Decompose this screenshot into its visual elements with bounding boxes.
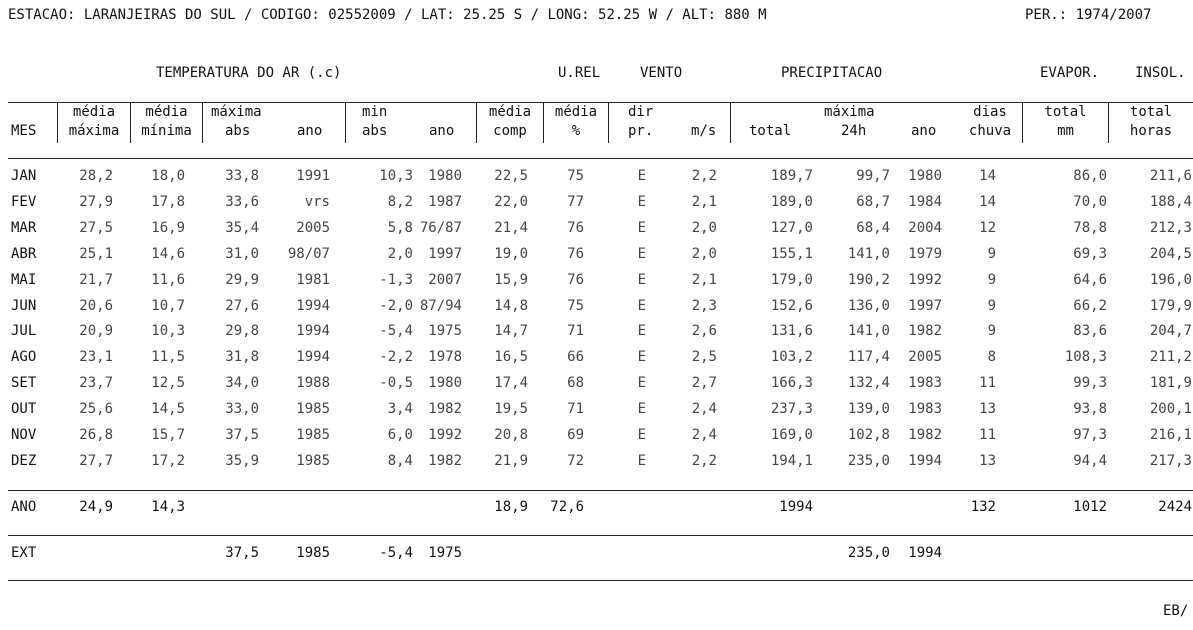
table-row-cell-insol-total: 216,1 bbox=[1149, 427, 1192, 443]
table-row-cell-total: 237,3 bbox=[770, 401, 813, 417]
table-row-cell-dir: E bbox=[637, 401, 646, 417]
station-header: ESTACAO: LARANJEIRAS DO SUL / CODIGO: 02552009 / LAT: 25.25 S / LONG: 52.25 W / ALT: 880 M bbox=[8, 7, 767, 23]
table-row-cell-max-ano: 1994 bbox=[296, 323, 330, 339]
table-row-cell-min-abs: 5,8 bbox=[387, 220, 413, 236]
table-row-cell-ms: 2,7 bbox=[691, 375, 717, 391]
table-row-cell-media-maxima: 20,9 bbox=[79, 323, 113, 339]
table-row-cell-dias-chuva: 13 bbox=[979, 453, 996, 469]
table-row-cell-media-minima: 17,2 bbox=[151, 453, 185, 469]
subheader-evap-total-2: mm bbox=[1057, 123, 1074, 139]
subheader-media-maxima-1: média bbox=[72, 104, 116, 120]
table-row-cell-ms: 2,4 bbox=[691, 401, 717, 417]
table-row-cell-maxima-24h: 141,0 bbox=[847, 323, 890, 339]
table-row-cell-total: 194,1 bbox=[770, 453, 813, 469]
table-row-cell-mes: JAN bbox=[11, 168, 37, 184]
subheader-p-ano: ano bbox=[911, 123, 937, 139]
table-row-cell-media-comp: 17,4 bbox=[494, 375, 528, 391]
table-row-cell-media-maxima: 27,7 bbox=[79, 453, 113, 469]
table-row-cell-maxima-24h: 235,0 bbox=[847, 453, 890, 469]
subheader-ms: m/s bbox=[691, 123, 717, 139]
table-row-cell-max-ano: 98/07 bbox=[287, 246, 330, 262]
table-row-cell-media-comp: 14,8 bbox=[494, 298, 528, 314]
footer-mark: EB/ bbox=[1163, 603, 1189, 619]
table-row-cell-media-minima: 15,7 bbox=[151, 427, 185, 443]
table-row-cell-media-comp: 15,9 bbox=[494, 272, 528, 288]
subheader-media-comp-1: média bbox=[488, 104, 532, 120]
table-row-cell-maxima-abs: 33,6 bbox=[225, 194, 259, 210]
table-row-cell-total: 103,2 bbox=[770, 349, 813, 365]
table-row-cell-max-ano: 1991 bbox=[296, 168, 330, 184]
table-row-cell-ms: 2,5 bbox=[691, 349, 717, 365]
table-row-cell-max-ano: 1994 bbox=[296, 298, 330, 314]
ext-row-cell-maxima-abs: 37,5 bbox=[225, 545, 259, 561]
table-row-cell-mes: FEV bbox=[11, 194, 37, 210]
table-row-cell-dir: E bbox=[637, 272, 646, 288]
table-row-cell-min-ano: 1987 bbox=[428, 194, 462, 210]
col-sep bbox=[608, 103, 609, 143]
table-row-cell-dias-chuva: 14 bbox=[979, 194, 996, 210]
subheader-media-comp-2: comp bbox=[493, 123, 527, 139]
col-sep bbox=[730, 103, 731, 143]
table-row-cell-evap-total: 97,3 bbox=[1073, 427, 1107, 443]
table-row-cell-p-ano: 1980 bbox=[908, 168, 942, 184]
table-row-cell-p-ano: 1992 bbox=[908, 272, 942, 288]
table-row-cell-p-ano: 2005 bbox=[908, 349, 942, 365]
table-row-cell-media-comp: 21,9 bbox=[494, 453, 528, 469]
table-row-cell-maxima-24h: 68,4 bbox=[856, 220, 890, 236]
table-row-cell-maxima-24h: 139,0 bbox=[847, 401, 890, 417]
col-sep bbox=[345, 103, 346, 143]
table-row-cell-insol-total: 181,9 bbox=[1149, 375, 1192, 391]
subheader-total: total bbox=[749, 123, 792, 139]
table-row-cell-evap-total: 99,3 bbox=[1073, 375, 1107, 391]
table-row-cell-media-minima: 12,5 bbox=[151, 375, 185, 391]
table-row-cell-min-abs: 8,4 bbox=[387, 453, 413, 469]
table-row-cell-p-ano: 1979 bbox=[908, 246, 942, 262]
table-row-cell-media-pct: 75 bbox=[567, 168, 584, 184]
ano-top-rule bbox=[8, 490, 1193, 491]
table-row-cell-insol-total: 204,7 bbox=[1149, 323, 1192, 339]
table-row-cell-insol-total: 217,3 bbox=[1149, 453, 1192, 469]
table-row-cell-max-ano: vrs bbox=[304, 194, 330, 210]
table-row-cell-media-pct: 71 bbox=[567, 323, 584, 339]
table-row-cell-min-abs: -0,5 bbox=[379, 375, 413, 391]
subheader-dias-chuva-1: dias bbox=[973, 104, 1007, 120]
table-row-cell-media-minima: 17,8 bbox=[151, 194, 185, 210]
table-row-cell-min-ano: 1978 bbox=[428, 349, 462, 365]
ext-row-cell-max-ano: 1985 bbox=[296, 545, 330, 561]
table-row-cell-media-maxima: 25,6 bbox=[79, 401, 113, 417]
table-row-cell-min-ano: 2007 bbox=[428, 272, 462, 288]
table-row-cell-p-ano: 1983 bbox=[908, 401, 942, 417]
table-row-cell-evap-total: 108,3 bbox=[1064, 349, 1107, 365]
table-row-cell-evap-total: 78,8 bbox=[1073, 220, 1107, 236]
table-row-cell-insol-total: 212,3 bbox=[1149, 220, 1192, 236]
table-row-cell-media-minima: 11,6 bbox=[151, 272, 185, 288]
table-row-cell-media-comp: 21,4 bbox=[494, 220, 528, 236]
table-row-cell-media-pct: 77 bbox=[567, 194, 584, 210]
table-row-cell-media-minima: 10,7 bbox=[151, 298, 185, 314]
table-row-cell-total: 131,6 bbox=[770, 323, 813, 339]
table-row-cell-media-maxima: 21,7 bbox=[79, 272, 113, 288]
table-row-cell-total: 155,1 bbox=[770, 246, 813, 262]
subheader-mes: MES bbox=[11, 123, 37, 139]
col-sep bbox=[202, 103, 203, 143]
table-row-cell-media-comp: 14,7 bbox=[494, 323, 528, 339]
table-row-cell-min-abs: -2,2 bbox=[379, 349, 413, 365]
table-row-cell-maxima-abs: 35,9 bbox=[225, 453, 259, 469]
ext-row-cell-min-abs: -5,4 bbox=[379, 545, 413, 561]
ano-row-cell-mes: ANO bbox=[11, 499, 37, 515]
table-row-cell-dir: E bbox=[637, 168, 646, 184]
subheader-insol-total-1: total bbox=[1129, 104, 1173, 120]
table-row-cell-mes: MAR bbox=[11, 220, 37, 236]
group-insol: INSOL. bbox=[1135, 65, 1186, 81]
table-row-cell-dias-chuva: 13 bbox=[979, 401, 996, 417]
table-row-cell-min-abs: 8,2 bbox=[387, 194, 413, 210]
table-row-cell-media-minima: 11,5 bbox=[151, 349, 185, 365]
table-row-cell-media-minima: 14,6 bbox=[151, 246, 185, 262]
table-row-cell-media-comp: 19,0 bbox=[494, 246, 528, 262]
table-row-cell-media-maxima: 26,8 bbox=[79, 427, 113, 443]
table-row-cell-dias-chuva: 8 bbox=[987, 349, 996, 365]
table-row-cell-evap-total: 93,8 bbox=[1073, 401, 1107, 417]
table-row-cell-total: 166,3 bbox=[770, 375, 813, 391]
subheader-maxima-abs-2: abs bbox=[225, 123, 251, 139]
table-row-cell-media-comp: 20,8 bbox=[494, 427, 528, 443]
table-row-cell-media-minima: 18,0 bbox=[151, 168, 185, 184]
table-row-cell-evap-total: 83,6 bbox=[1073, 323, 1107, 339]
table-row-cell-media-comp: 19,5 bbox=[494, 401, 528, 417]
ano-row-cell-evap-total: 1012 bbox=[1073, 499, 1107, 515]
table-row-cell-insol-total: 204,5 bbox=[1149, 246, 1192, 262]
table-row-cell-dias-chuva: 9 bbox=[987, 323, 996, 339]
subheader-maxima24-1: máxima bbox=[824, 104, 875, 120]
table-row-cell-max-ano: 1985 bbox=[296, 427, 330, 443]
table-row-cell-dir: E bbox=[637, 323, 646, 339]
table-row-cell-evap-total: 70,0 bbox=[1073, 194, 1107, 210]
group-urel: U.REL bbox=[558, 65, 601, 81]
table-row-cell-total: 152,6 bbox=[770, 298, 813, 314]
table-row-cell-min-ano: 1997 bbox=[428, 246, 462, 262]
table-row-cell-media-maxima: 27,5 bbox=[79, 220, 113, 236]
table-row-cell-p-ano: 1982 bbox=[908, 427, 942, 443]
table-row-cell-ms: 2,0 bbox=[691, 246, 717, 262]
table-row-cell-ms: 2,3 bbox=[691, 298, 717, 314]
subheader-media-pct-2: % bbox=[571, 123, 581, 139]
table-row-cell-maxima-24h: 190,2 bbox=[847, 272, 890, 288]
table-row-cell-insol-total: 196,0 bbox=[1149, 272, 1192, 288]
table-row-cell-media-minima: 16,9 bbox=[151, 220, 185, 236]
table-row-cell-insol-total: 211,2 bbox=[1149, 349, 1192, 365]
table-row-cell-ms: 2,4 bbox=[691, 427, 717, 443]
table-row-cell-min-abs: 3,4 bbox=[387, 401, 413, 417]
table-row-cell-media-maxima: 25,1 bbox=[79, 246, 113, 262]
table-row-cell-media-pct: 76 bbox=[567, 246, 584, 262]
table-row-cell-min-ano: 1992 bbox=[428, 427, 462, 443]
subheader-dias-chuva-2: chuva bbox=[968, 123, 1012, 139]
table-row-cell-mes: AGO bbox=[11, 349, 37, 365]
table-row-cell-ms: 2,6 bbox=[691, 323, 717, 339]
subheader-dir-2: pr. bbox=[628, 123, 654, 139]
table-row-cell-media-maxima: 28,2 bbox=[79, 168, 113, 184]
subheader-min-ano: ano bbox=[429, 123, 455, 139]
table-row-cell-media-maxima: 27,9 bbox=[79, 194, 113, 210]
table-row-cell-maxima-abs: 29,9 bbox=[225, 272, 259, 288]
table-row-cell-evap-total: 66,2 bbox=[1073, 298, 1107, 314]
ext-row-cell-maxima-24h: 235,0 bbox=[847, 545, 890, 561]
table-row-cell-media-maxima: 23,1 bbox=[79, 349, 113, 365]
subheader-dir-1: dir bbox=[628, 104, 654, 120]
table-row-cell-total: 127,0 bbox=[770, 220, 813, 236]
table-row-cell-dias-chuva: 9 bbox=[987, 298, 996, 314]
table-row-cell-media-pct: 76 bbox=[567, 220, 584, 236]
table-row-cell-media-pct: 72 bbox=[567, 453, 584, 469]
table-row-cell-min-abs: -5,4 bbox=[379, 323, 413, 339]
table-row-cell-insol-total: 211,6 bbox=[1149, 168, 1192, 184]
table-row-cell-p-ano: 2004 bbox=[908, 220, 942, 236]
period-label: PER.: 1974/2007 bbox=[1025, 7, 1152, 23]
table-row-cell-media-maxima: 23,7 bbox=[79, 375, 113, 391]
table-row-cell-dir: E bbox=[637, 194, 646, 210]
table-row-cell-dir: E bbox=[637, 375, 646, 391]
table-row-cell-media-pct: 75 bbox=[567, 298, 584, 314]
ano-row-cell-media-comp: 18,9 bbox=[494, 499, 528, 515]
table-row-cell-maxima-24h: 117,4 bbox=[847, 349, 890, 365]
table-row-cell-dir: E bbox=[637, 298, 646, 314]
table-row-cell-media-minima: 10,3 bbox=[151, 323, 185, 339]
subheader-media-minima-2: mínima bbox=[141, 123, 192, 139]
table-row-cell-dir: E bbox=[637, 246, 646, 262]
header-top-rule bbox=[8, 102, 1193, 103]
table-row-cell-dias-chuva: 9 bbox=[987, 272, 996, 288]
group-precipitacao: PRECIPITACAO bbox=[781, 65, 883, 81]
ano-row-cell-media-minima: 14,3 bbox=[151, 499, 185, 515]
table-row-cell-maxima-24h: 102,8 bbox=[847, 427, 890, 443]
subheader-maxima-abs-1: máxima bbox=[211, 104, 262, 120]
table-row-cell-media-minima: 14,5 bbox=[151, 401, 185, 417]
table-row-cell-max-ano: 1981 bbox=[296, 272, 330, 288]
subheader-media-maxima-2: máxima bbox=[68, 123, 120, 139]
table-row-cell-maxima-24h: 132,4 bbox=[847, 375, 890, 391]
ano-row-cell-dias-chuva: 132 bbox=[970, 499, 996, 515]
table-row-cell-media-pct: 71 bbox=[567, 401, 584, 417]
table-row-cell-dias-chuva: 11 bbox=[979, 375, 996, 391]
table-row-cell-min-ano: 1982 bbox=[428, 401, 462, 417]
subheader-media-pct-1: média bbox=[554, 104, 598, 120]
table-row-cell-maxima-abs: 31,0 bbox=[225, 246, 259, 262]
table-row-cell-total: 189,7 bbox=[770, 168, 813, 184]
table-row-cell-dir: E bbox=[637, 427, 646, 443]
ano-row-cell-total: 1994 bbox=[779, 499, 813, 515]
table-row-cell-max-ano: 1985 bbox=[296, 401, 330, 417]
table-row-cell-ms: 2,2 bbox=[691, 453, 717, 469]
ext-row-cell-min-ano: 1975 bbox=[428, 545, 462, 561]
table-row-cell-p-ano: 1994 bbox=[908, 453, 942, 469]
table-row-cell-p-ano: 1982 bbox=[908, 323, 942, 339]
table-row-cell-min-abs: 2,0 bbox=[387, 246, 413, 262]
table-row-cell-maxima-abs: 27,6 bbox=[225, 298, 259, 314]
table-row-cell-min-ano: 1975 bbox=[428, 323, 462, 339]
table-row-cell-min-ano: 1982 bbox=[428, 453, 462, 469]
table-row-cell-p-ano: 1997 bbox=[908, 298, 942, 314]
table-row-cell-mes: SET bbox=[11, 375, 37, 391]
group-vento: VENTO bbox=[640, 65, 683, 81]
table-row-cell-dir: E bbox=[637, 453, 646, 469]
table-row-cell-dias-chuva: 12 bbox=[979, 220, 996, 236]
table-row-cell-maxima-24h: 99,7 bbox=[856, 168, 890, 184]
table-row-cell-mes: JUL bbox=[11, 323, 37, 339]
table-row-cell-mes: DEZ bbox=[11, 453, 37, 469]
subheader-maxima24-2: 24h bbox=[841, 123, 867, 139]
table-row-cell-ms: 2,0 bbox=[691, 220, 717, 236]
table-row-cell-media-pct: 66 bbox=[567, 349, 584, 365]
subheader-media-minima-1: média bbox=[145, 104, 188, 120]
table-row-cell-insol-total: 179,9 bbox=[1149, 298, 1192, 314]
table-row-cell-max-ano: 2005 bbox=[296, 220, 330, 236]
table-row-cell-min-ano: 1980 bbox=[428, 375, 462, 391]
table-row-cell-maxima-abs: 29,8 bbox=[225, 323, 259, 339]
subheader-min-abs-2: abs bbox=[362, 123, 388, 139]
subheader-evap-total-1: total bbox=[1044, 104, 1087, 120]
table-row-cell-media-pct: 69 bbox=[567, 427, 584, 443]
table-row-cell-maxima-abs: 35,4 bbox=[225, 220, 259, 236]
table-row-cell-maxima-24h: 68,7 bbox=[856, 194, 890, 210]
table-row-cell-mes: JUN bbox=[11, 298, 37, 314]
table-row-cell-total: 189,0 bbox=[770, 194, 813, 210]
table-row-cell-dias-chuva: 11 bbox=[979, 427, 996, 443]
ano-row-cell-insol-total: 2424 bbox=[1158, 499, 1192, 515]
table-row-cell-insol-total: 200,1 bbox=[1149, 401, 1192, 417]
table-row-cell-maxima-24h: 136,0 bbox=[847, 298, 890, 314]
table-row-cell-min-abs: 10,3 bbox=[379, 168, 413, 184]
ext-top-rule bbox=[8, 535, 1193, 536]
table-row-cell-dias-chuva: 9 bbox=[987, 246, 996, 262]
table-row-cell-min-ano: 76/87 bbox=[419, 220, 462, 236]
table-row-cell-maxima-abs: 37,5 bbox=[225, 427, 259, 443]
table-row-cell-evap-total: 86,0 bbox=[1073, 168, 1107, 184]
table-row-cell-media-comp: 22,5 bbox=[494, 168, 528, 184]
table-row-cell-media-pct: 76 bbox=[567, 272, 584, 288]
subheader-max-ano: ano bbox=[297, 123, 323, 139]
table-row-cell-maxima-abs: 31,8 bbox=[225, 349, 259, 365]
table-row-cell-p-ano: 1984 bbox=[908, 194, 942, 210]
group-evapor: EVAPOR. bbox=[1040, 65, 1100, 81]
ext-bottom-rule bbox=[8, 580, 1193, 581]
table-row-cell-total: 179,0 bbox=[770, 272, 813, 288]
table-row-cell-evap-total: 94,4 bbox=[1073, 453, 1107, 469]
table-row-cell-maxima-abs: 33,0 bbox=[225, 401, 259, 417]
table-row-cell-ms: 2,2 bbox=[691, 168, 717, 184]
group-temperatura: TEMPERATURA DO AR (.c) bbox=[156, 65, 342, 81]
subheader-insol-total-2: horas bbox=[1129, 123, 1173, 139]
table-row-cell-min-abs: -2,0 bbox=[379, 298, 413, 314]
ext-row-cell-p-ano: 1994 bbox=[908, 545, 942, 561]
table-row-cell-min-abs: -1,3 bbox=[379, 272, 413, 288]
table-row-cell-min-ano: 1980 bbox=[428, 168, 462, 184]
table-row-cell-ms: 2,1 bbox=[691, 194, 717, 210]
table-row-cell-max-ano: 1985 bbox=[296, 453, 330, 469]
table-row-cell-mes: OUT bbox=[11, 401, 37, 417]
table-row-cell-dir: E bbox=[637, 349, 646, 365]
table-row-cell-min-abs: 6,0 bbox=[387, 427, 413, 443]
table-row-cell-media-pct: 68 bbox=[567, 375, 584, 391]
subheader-min-abs-1: min bbox=[362, 104, 388, 120]
table-row-cell-maxima-abs: 33,8 bbox=[225, 168, 259, 184]
table-row-cell-mes: ABR bbox=[11, 246, 37, 262]
table-row-cell-insol-total: 188,4 bbox=[1149, 194, 1192, 210]
table-row-cell-dir: E bbox=[637, 220, 646, 236]
table-row-cell-maxima-abs: 34,0 bbox=[225, 375, 259, 391]
table-row-cell-maxima-24h: 141,0 bbox=[847, 246, 890, 262]
ano-row-cell-media-pct: 72,6 bbox=[550, 499, 584, 515]
table-row-cell-evap-total: 69,3 bbox=[1073, 246, 1107, 262]
table-row-cell-media-comp: 22,0 bbox=[494, 194, 528, 210]
table-row-cell-dias-chuva: 14 bbox=[979, 168, 996, 184]
table-row-cell-mes: MAI bbox=[11, 272, 37, 288]
table-row-cell-media-comp: 16,5 bbox=[494, 349, 528, 365]
table-row-cell-max-ano: 1994 bbox=[296, 349, 330, 365]
ano-row-cell-media-maxima: 24,9 bbox=[79, 499, 113, 515]
ext-row-cell-mes: EXT bbox=[11, 545, 37, 561]
table-row-cell-p-ano: 1983 bbox=[908, 375, 942, 391]
table-row-cell-mes: NOV bbox=[11, 427, 37, 443]
table-row-cell-total: 169,0 bbox=[770, 427, 813, 443]
table-row-cell-evap-total: 64,6 bbox=[1073, 272, 1107, 288]
table-row-cell-media-maxima: 20,6 bbox=[79, 298, 113, 314]
table-row-cell-ms: 2,1 bbox=[691, 272, 717, 288]
table-row-cell-min-ano: 87/94 bbox=[419, 298, 462, 314]
table-row-cell-max-ano: 1988 bbox=[296, 375, 330, 391]
header-bottom-rule bbox=[8, 158, 1193, 159]
